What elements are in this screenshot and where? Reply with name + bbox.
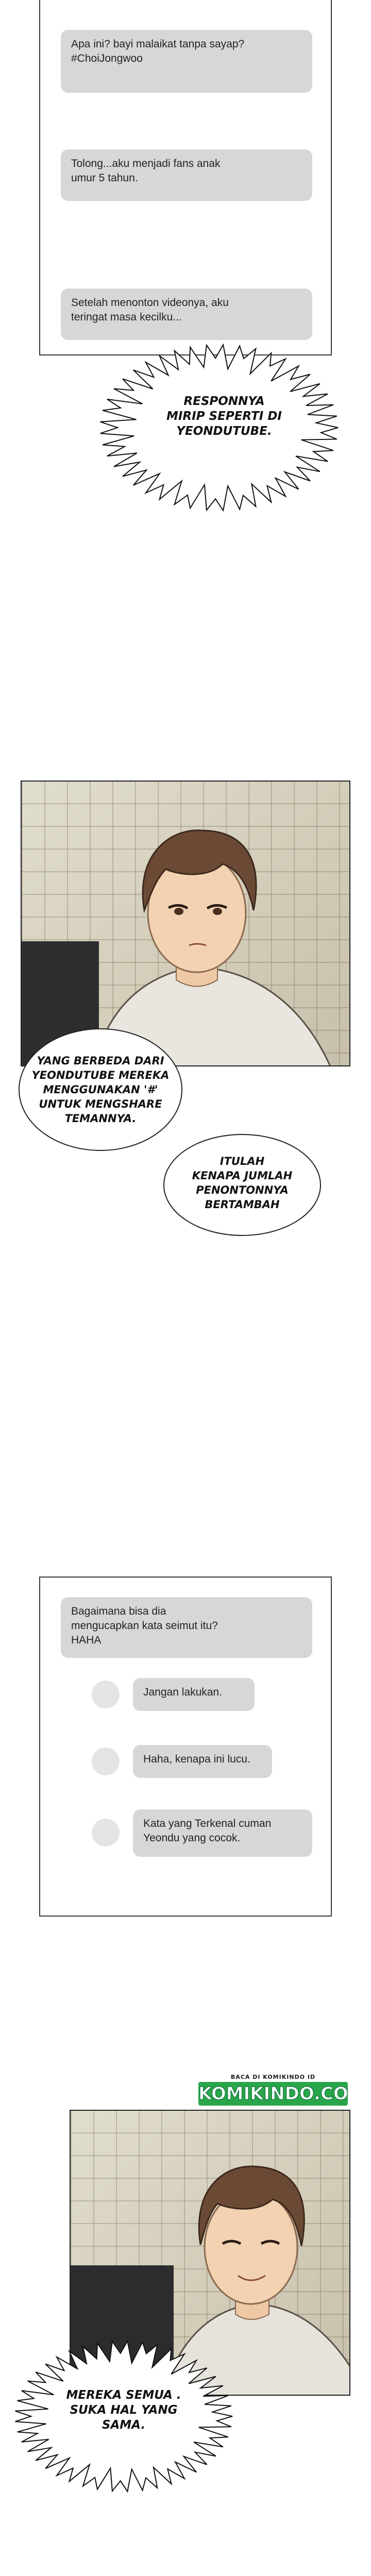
avatar	[92, 1819, 120, 1846]
comment-bubble: Apa ini? bayi malaikat tanpa sayap? #ChoiJongwoo	[61, 30, 312, 93]
comment-bubble: Setelah menonton videonya, aku teringat masa kecilku...	[61, 289, 312, 340]
avatar	[92, 1748, 120, 1775]
reply-bubble: Kata yang Terkenal cuman Yeondu yang cocok.	[133, 1809, 312, 1857]
comment-bubble: Tolong...aku menjadi fans anak umur 5 tahun.	[61, 149, 312, 201]
speech-text: ITULAH KENAPA JUMLAH PENONTONNYA BERTAMBAH	[192, 1155, 293, 1211]
watermark-logo: BACA DI KOMIKINDO ID KOMIKINDO.CO	[198, 2074, 348, 2108]
reply-bubble: Jangan lakukan.	[133, 1678, 255, 1711]
speech-text: MEREKA SEMUA . SUKA HAL YANG SAMA.	[66, 2388, 181, 2432]
speech-text: YANG BERBEDA DARI YEONDUTUBE MEREKA MENGGUNAKAN '#' UNTUK MENGSHARE TEMANNYA.	[31, 1055, 170, 1125]
comment-panel-1	[39, 0, 332, 355]
avatar	[92, 1681, 120, 1708]
question-bubble: Bagaimana bisa dia mengucapkan kata seimut itu? HAHA	[61, 1597, 312, 1658]
speech-text: RESPONNYA MIRIP SEPERTI DI YEONDUTUBE.	[166, 395, 282, 438]
reply-bubble: Haha, kenapa ini lucu.	[133, 1745, 272, 1778]
comment-panel-2	[39, 1577, 332, 1917]
